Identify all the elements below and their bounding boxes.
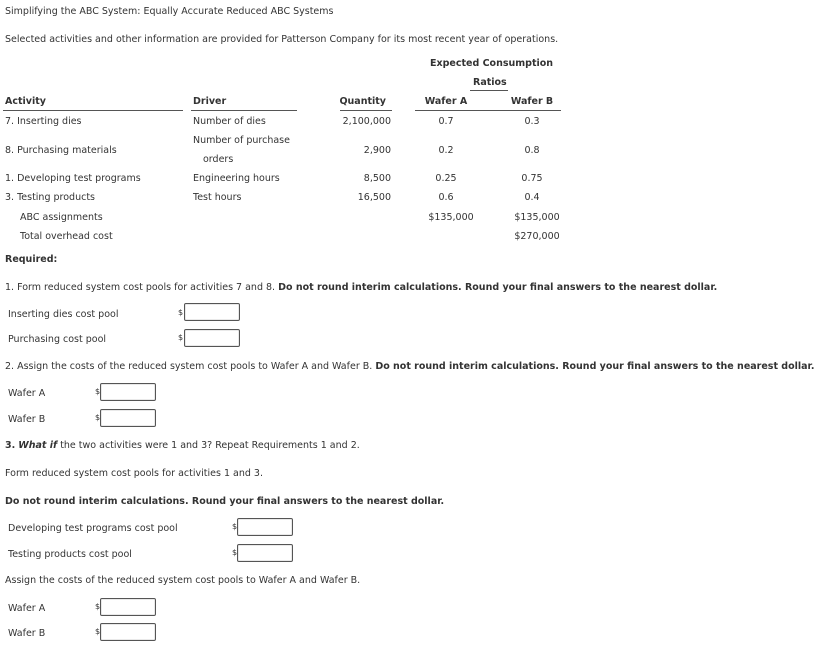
dollar-sign: $ <box>95 627 101 636</box>
question-3-what-if: What if <box>18 440 58 451</box>
q3-wafer-b-input[interactable] <box>100 623 156 641</box>
question-1-instruction: Do not round interim calculations. Round your final answers to the nearest dollar. <box>278 282 718 293</box>
question-3 <box>5 440 360 451</box>
table-row-wafer-a: 0.25 <box>435 173 457 184</box>
question-1-text: 1. Form reduced system cost pools for activities 7 and 8. <box>5 282 276 293</box>
table-row-driver: Test hours <box>193 192 242 203</box>
inserting-dies-label: Inserting dies cost pool <box>8 309 119 320</box>
dollar-sign: $ <box>178 308 184 317</box>
q2-wafer-a-input[interactable] <box>100 383 156 401</box>
page-title: Simplifying the ABC System: Equally Accurate Reduced ABC Systems <box>5 6 334 17</box>
q2-wafer-b-input[interactable] <box>100 409 156 427</box>
table-row-wafer-b: 0.75 <box>521 173 543 184</box>
col-driver: Driver <box>193 96 227 107</box>
col-quantity: Quantity <box>339 96 386 107</box>
table-row-driver: Number of purchase <box>193 135 290 146</box>
question-2-instruction: Do not round interim calculations. Round your final answers to the nearest dollar. <box>375 361 815 372</box>
question-3-text: the two activities were 1 and 3? Repeat Requirements 1 and 2. <box>60 440 360 451</box>
header-ratios: Ratios <box>473 77 507 88</box>
dollar-sign: $ <box>178 333 184 342</box>
wafer-a-label: Wafer A <box>8 603 46 614</box>
table-row-activity: 8. Purchasing materials <box>5 145 117 156</box>
table-row-quantity: 8,500 <box>363 173 391 184</box>
table-row-wafer-b: 0.4 <box>524 192 540 203</box>
question-1 <box>5 282 717 293</box>
abc-assignments-label: ABC assignments <box>20 212 103 223</box>
inserting-dies-cost-pool-input[interactable] <box>184 303 240 321</box>
question-2 <box>5 361 815 372</box>
total-overhead-value: $270,000 <box>514 231 560 242</box>
col-wafer-a: Wafer A <box>424 96 468 107</box>
required-heading: Required: <box>5 254 58 265</box>
total-overhead-label: Total overhead cost <box>20 231 113 242</box>
developing-test-programs-label: Developing test programs cost pool <box>8 523 178 534</box>
wafer-b-label: Wafer B <box>8 628 46 639</box>
developing-test-programs-cost-pool-input[interactable] <box>237 518 293 536</box>
header-rule-ratios <box>415 110 561 111</box>
purchasing-label: Purchasing cost pool <box>8 334 107 345</box>
table-row-quantity: 2,900 <box>363 145 391 156</box>
question-2-text: 2. Assign the costs of the reduced system cost pools to Wafer A and Wafer B. <box>5 361 373 372</box>
table-row-quantity: 16,500 <box>357 192 391 203</box>
q3-wafer-a-input[interactable] <box>100 598 156 616</box>
dollar-sign: $ <box>95 413 101 422</box>
question-3-assign-text: Assign the costs of the reduced system cost pools to Wafer A and Wafer B. <box>5 575 361 586</box>
table-row-wafer-a: 0.7 <box>438 116 454 127</box>
intro-text: Selected activities and other information are provided for Patterson Company for its most recent year of operations. <box>5 34 559 45</box>
table-row-activity: 3. Testing products <box>5 192 95 203</box>
table-row-wafer-a: 0.6 <box>438 192 454 203</box>
table-row-driver: Number of dies <box>193 116 266 127</box>
ratios-underline <box>470 90 508 91</box>
table-row-driver: Engineering hours <box>193 173 280 184</box>
table-row-wafer-b: 0.8 <box>524 145 540 156</box>
dollar-sign: $ <box>232 522 238 531</box>
question-3-number: 3. <box>5 440 16 451</box>
dollar-sign: $ <box>95 387 101 396</box>
question-3-instruction: Do not round interim calculations. Round your final answers to the nearest dollar. <box>5 496 445 507</box>
header-rule-driver <box>191 110 297 111</box>
header-rule-activity <box>3 110 183 111</box>
dollar-sign: $ <box>95 602 101 611</box>
table-row-wafer-a: 0.2 <box>438 145 454 156</box>
abc-assignments-wafer-a: $135,000 <box>428 212 474 223</box>
col-wafer-b: Wafer B <box>510 96 554 107</box>
table-row-activity: 7. Inserting dies <box>5 116 82 127</box>
dollar-sign: $ <box>232 548 238 557</box>
testing-products-cost-pool-input[interactable] <box>237 544 293 562</box>
purchasing-cost-pool-input[interactable] <box>184 329 240 347</box>
table-row-driver-cont: orders <box>203 154 234 165</box>
header-rule-quantity <box>340 110 392 111</box>
header-expected-consumption: Expected Consumption <box>430 58 554 69</box>
col-activity: Activity <box>5 96 46 107</box>
wafer-b-label: Wafer B <box>8 414 46 425</box>
testing-products-label: Testing products cost pool <box>8 549 132 560</box>
table-row-activity: 1. Developing test programs <box>5 173 141 184</box>
table-row-quantity: 2,100,000 <box>342 116 391 127</box>
question-3-form-text: Form reduced system cost pools for activities 1 and 3. <box>5 468 263 479</box>
abc-assignments-wafer-b: $135,000 <box>514 212 560 223</box>
wafer-a-label: Wafer A <box>8 388 46 399</box>
table-row-wafer-b: 0.3 <box>524 116 540 127</box>
